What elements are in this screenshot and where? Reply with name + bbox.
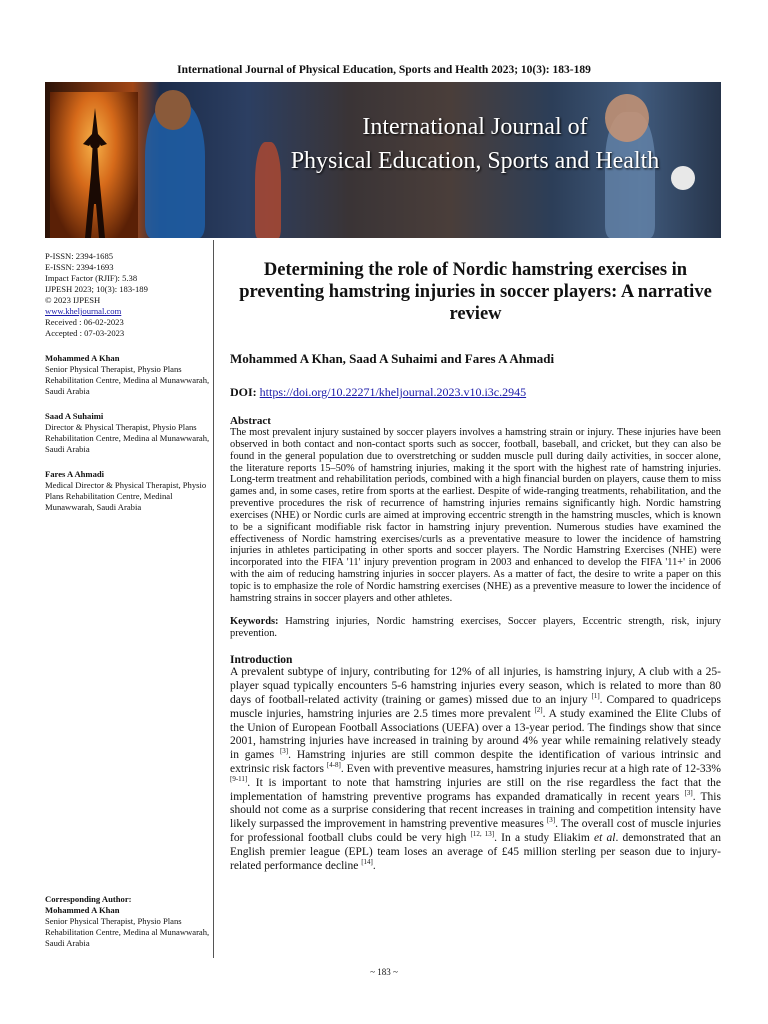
- citation-ref: [12, 13]: [470, 830, 495, 839]
- yoga-silhouette-icon: [75, 104, 115, 238]
- column-divider: [213, 240, 214, 958]
- citation: IJPESH 2023; 10(3): 183-189: [45, 284, 148, 294]
- keywords: [230, 616, 721, 640]
- running-head: International Journal of Physical Education, Sports and Health 2023; 10(3): 183-189: [177, 64, 591, 76]
- journal-title: [235, 110, 715, 178]
- corresponding-label: Corresponding Author:: [45, 894, 132, 904]
- keywords-text: Hamstring injuries, Nordic hamstring exercises, Soccer players, Eccentric strength, risk, injury prevention.: [230, 615, 721, 639]
- intro-text: . Hamstring injuries are still common despite the identification of various intrinsic and extrinsic risk factors: [230, 749, 721, 775]
- citation-ref: [1]: [591, 692, 600, 701]
- journal-title-line1: International Journal of: [362, 114, 588, 140]
- intro-text: . It is important to note that hamstring injuries are still on the rise regardless the fact that the implementation of hamstring preventive programs has expanded dramatically in recent years: [230, 776, 721, 803]
- doi-link[interactable]: https://doi.org/10.22271/kheljournal.2023.v10.i3c.2945: [259, 385, 527, 399]
- citation-ref: [3]: [279, 747, 289, 756]
- intro-text: . Even with preventive measures, hamstring injuries recur at a high rate of 12-33%: [340, 762, 722, 775]
- affiliation-text: Senior Physical Therapist, Physio Plans Rehabilitation Centre, Medina al Munawwarah, Saudi Arabia: [45, 364, 210, 396]
- intro-text: . This should not come as a surprise considering that recent increases in training and competition intensity have likely surpassed the improvement in hamstring preventive measures: [230, 790, 721, 831]
- author-name: Fares A Ahmadi: [45, 469, 105, 479]
- author-list: Mohammed A Khan, Saad A Suhaimi and Fares A Ahmadi: [230, 351, 555, 366]
- citation-ref: [3]: [546, 816, 556, 825]
- citation-ref: [4-8]: [326, 761, 341, 770]
- doi: [230, 385, 721, 400]
- author-name: Saad A Suhaimi: [45, 411, 104, 421]
- intro-text: A prevalent subtype of injury, contributing for 12% of all injuries, is hamstring injury, A club with a 25-player squad typically encounters 5-6 hamstring injuries every season, which is related to more than 80 days of football-related activity (training or games) missed due to an injury: [230, 666, 721, 706]
- corresponding-name: Mohammed A Khan: [45, 905, 120, 915]
- intro-text: . The overall cost of muscle injuries for professional football clubs could be very high: [230, 818, 721, 844]
- journal-banner: [45, 82, 721, 238]
- intro-italic: et al: [594, 831, 616, 844]
- author-affiliation: [45, 411, 210, 455]
- keywords-label: Keywords:: [230, 615, 279, 627]
- publication-meta: [45, 251, 210, 339]
- impact-factor: Impact Factor (RJIF): 5.38: [45, 273, 138, 283]
- article-body: [230, 259, 721, 873]
- citation-ref: [14]: [361, 857, 373, 866]
- intro-paragraph: [230, 666, 721, 873]
- author-name: Mohammed A Khan: [45, 353, 120, 363]
- author-affiliation: [45, 353, 210, 397]
- page-number: ~ 183 ~: [370, 967, 398, 977]
- received-date: Received : 06-02-2023: [45, 317, 124, 327]
- journal-title-line2: Physical Education, Sports and Health: [290, 148, 660, 174]
- intro-text: . demonstrated that an English premier league (EPL) team loses an average of £45 million sterling per season due to injury-related performance decline: [230, 831, 721, 872]
- doi-label: DOI:: [230, 385, 257, 399]
- affiliation-text: Medical Director & Physical Therapist, Physio Plans Rehabilitation Centre, Medinal Munawwarah, Saudi Arabia: [45, 480, 207, 512]
- copyright: © 2023 IJPESH: [45, 295, 101, 305]
- corresponding-affiliation: Senior Physical Therapist, Physio Plans Rehabilitation Centre, Medina al Munawwarah, Saudi Arabia: [45, 916, 210, 948]
- citation-ref: [9-11]: [230, 774, 248, 783]
- intro-text: .: [372, 859, 376, 872]
- affiliation-text: Director & Physical Therapist, Physio Plans Rehabilitation Centre, Medina al Munawwarah, Saudi Arabia: [45, 422, 210, 454]
- website-link[interactable]: www.kheljournal.com: [45, 306, 122, 316]
- corresponding-author: [45, 894, 210, 949]
- paper-title: Determining the role of Nordic hamstring exercises in preventing hamstring injuries in soccer players: A narrative review: [239, 260, 712, 324]
- intro-text: . Compared to quadriceps muscle injuries, hamstring injuries are 2.5 times more prevalent: [230, 693, 722, 720]
- sidebar: [45, 251, 210, 948]
- intro-text: . A study examined the Elite Clubs of the Union of European Football Associations (UEFA) over a 13-year period. The findings show that since 2001, hamstring injuries have increased in training by around 4% year while remaining relatively steady in games: [230, 707, 722, 762]
- athlete-head: [155, 90, 191, 130]
- eissn: E-ISSN: 2394-1693: [45, 262, 114, 272]
- pissn: P-ISSN: 2394-1685: [45, 251, 114, 261]
- intro-heading: Introduction: [230, 654, 293, 667]
- accepted-date: Accepted : 07-03-2023: [45, 328, 125, 338]
- citation-ref: [3]: [684, 788, 693, 797]
- abstract-heading: Abstract: [230, 415, 271, 427]
- author-affiliation: [45, 469, 210, 513]
- citation-ref: [2]: [534, 705, 543, 714]
- intro-text: . In a study Eliakim: [494, 831, 594, 844]
- abstract-text: The most prevalent injury sustained by soccer players involves a hamstring strain or injury. These injuries have been observed in both contact and non-contact sports such as soccer, football, baseball, and cricket, but they can also be found in the general population due to overstretching or sudden muscle pull during daily activities, in soccer alone, the literature reports 15–50% of hamstring injuries, making it the sport with the highest rate of hamstring injuries. Long-term treatment and rehabilitation periods, combined with a high financial burden on players, cause them to miss games and, in some cases, retire from sports at the earliest. Despite of wide-ranging treatments, rehabilitation, and the preventive procedures the risk of recurrence of hamstring injuries remains significantly high. Nordic hamstring exercises (NHE) or Nordic curls are aimed at improving eccentric strength in the hamstring muscles, which is known to be a significant modifiable risk factor in hamstring injury prevention. Numerous studies have examined the effectiveness of Nordic hamstring exercises/curls as a preventative measure to lower the incidence of hamstring injuries in athletes participating in other sports and soccer players. The Nordic Hamstring Exercises (NHE) were incorporated into the FIFA '11' injury prevention program in 2003 and enhanced to develop the FIFA '11+' in 2006 with the aim of reducing hamstring injuries in soccer players. As a matter of fact, the desire to write a paper on this topic is to emphasize the role of Nordic hamstring exercises (NHE) as a preventive measure to lower the incidence of hamstring strains in soccer players and other athletes.: [230, 427, 721, 604]
